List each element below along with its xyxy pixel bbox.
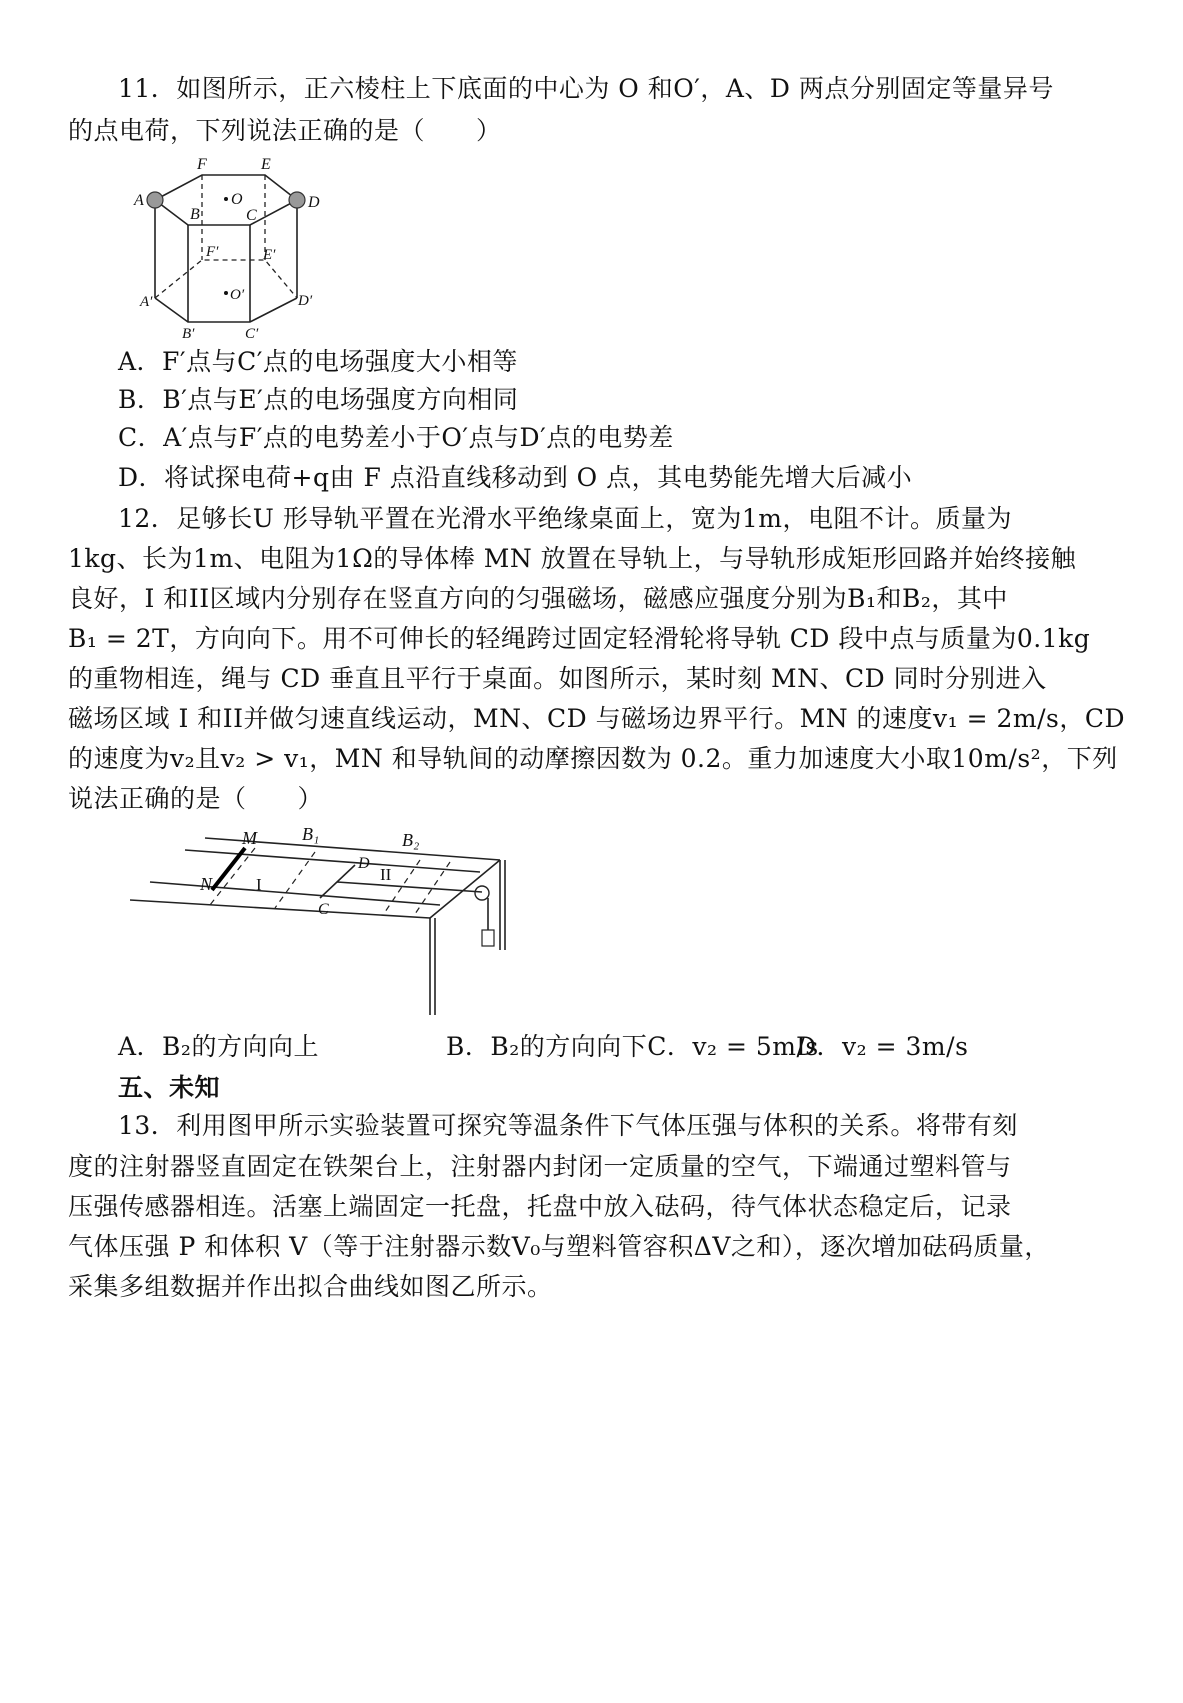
center-o-dot [224,197,228,201]
label-d: D [308,194,320,211]
q12-stem-line-5: 的重物相连，绳与 CD 垂直且平行于桌面。如图所示，某时刻 MN、CD 同时分别进入 [68,664,1047,693]
label-region-ii: II [380,865,392,884]
q11-stem-line-1: 11．如图所示，正六棱柱上下底面的中心为 O 和O′，A、D 两点分别固定等量异号 [118,74,1054,103]
charge-d-sphere [289,192,305,208]
hexagonal-prism-figure [130,155,340,345]
label-a: A [134,192,144,209]
label-e: E [261,156,271,173]
q13-stem-line-2: 度的注射器竖直固定在铁架台上，注射器内封闭一定质量的空气，下端通过塑料管与 [68,1152,1012,1181]
label-e-prime: E′ [263,247,276,263]
label-m: M [242,828,257,848]
q12-stem-line-1: 12．足够长U 形导轨平置在光滑水平绝缘桌面上，宽为1m，电阻不计。质量为 [118,504,1012,533]
conductor-mn [212,848,245,890]
label-d: D [358,855,370,872]
label-c-prime: C′ [245,326,259,342]
q13-stem-line-1: 13．利用图甲所示实验装置可探究等温条件下气体压强与体积的关系。将带有刻 [118,1111,1018,1140]
q13-stem-line-5: 采集多组数据并作出拟合曲线如图乙所示。 [68,1272,553,1301]
q13-stem-line-3: 压强传感器相连。活塞上端固定一托盘，托盘中放入砝码，待气体状态稳定后，记录 [68,1192,1012,1221]
label-d-prime: D′ [298,293,313,309]
label-b-prime: B′ [182,326,195,342]
q11-option-a: A．F′点与C′点的电场强度大小相等 [118,347,518,376]
q12-stem-line-2: 1kg、长为1m、电阻为1Ω的导体棒 MN 放置在导轨上，与导轨形成矩形回路并始终接触 [68,544,1077,573]
q12-stem-line-8: 说法正确的是（ ） [68,784,324,813]
label-region-i: I [256,875,262,894]
label-n: N [200,874,213,894]
label-b1: B₁ [302,824,320,844]
q12-option-bc: B．B₂的方向向下C．v₂ = 5m/s [446,1032,819,1061]
q13-stem-line-4: 气体压强 P 和体积 V（等于注射器示数V₀与塑料管容积ΔV之和），逐次增加砝码质量， [68,1232,1050,1261]
label-f-prime: F′ [206,244,219,260]
q12-option-d: D．v₂ = 3m/s [796,1032,969,1061]
q12-stem-line-7: 的速度为v₂且v₂ > v₁，MN 和导轨间的动摩擦因数为 0.2。重力加速度大小取10m/s²，下列 [68,744,1118,773]
q11-option-c: C．A′点与F′点的电势差小于O′点与D′点的电势差 [118,423,674,452]
label-o: O [231,191,243,208]
label-c: C [246,207,257,224]
label-o-prime: O′ [230,287,245,303]
q11-option-b: B．B′点与E′点的电场强度方向相同 [118,385,519,414]
charge-a-sphere [147,192,163,208]
center-o-prime-dot [224,291,228,295]
u-rail-table-figure [130,820,530,1030]
pulley-circle [475,886,489,900]
label-a-prime: A′ [140,294,153,310]
q11-option-d: D．将试探电荷+q由 F 点沿直线移动到 O 点，其电势能先增大后减小 [118,463,913,492]
q12-stem-line-4: B₁ = 2T，方向向下。用不可伸长的轻绳跨过固定轻滑轮将导轨 CD 段中点与质量为0.1kg [68,624,1091,653]
label-b: B [190,206,200,223]
q12-option-a: A．B₂的方向向上 [118,1032,319,1061]
label-b2: B₂ [402,830,420,850]
q12-stem-line-6: 磁场区域 I 和II并做匀速直线运动，MN、CD 与磁场边界平行。MN 的速度v₁ = 2m/s，CD [68,704,1126,733]
q12-stem-line-3: 良好，I 和II区域内分别存在竖直方向的匀强磁场，磁感应强度分别为B₁和B₂，其中 [68,584,1008,613]
label-c: C [318,901,329,918]
section-heading: 五、未知 [118,1073,221,1102]
label-f: F [197,156,207,173]
q11-stem-line-2: 的点电荷，下列说法正确的是（ ） [68,116,502,145]
